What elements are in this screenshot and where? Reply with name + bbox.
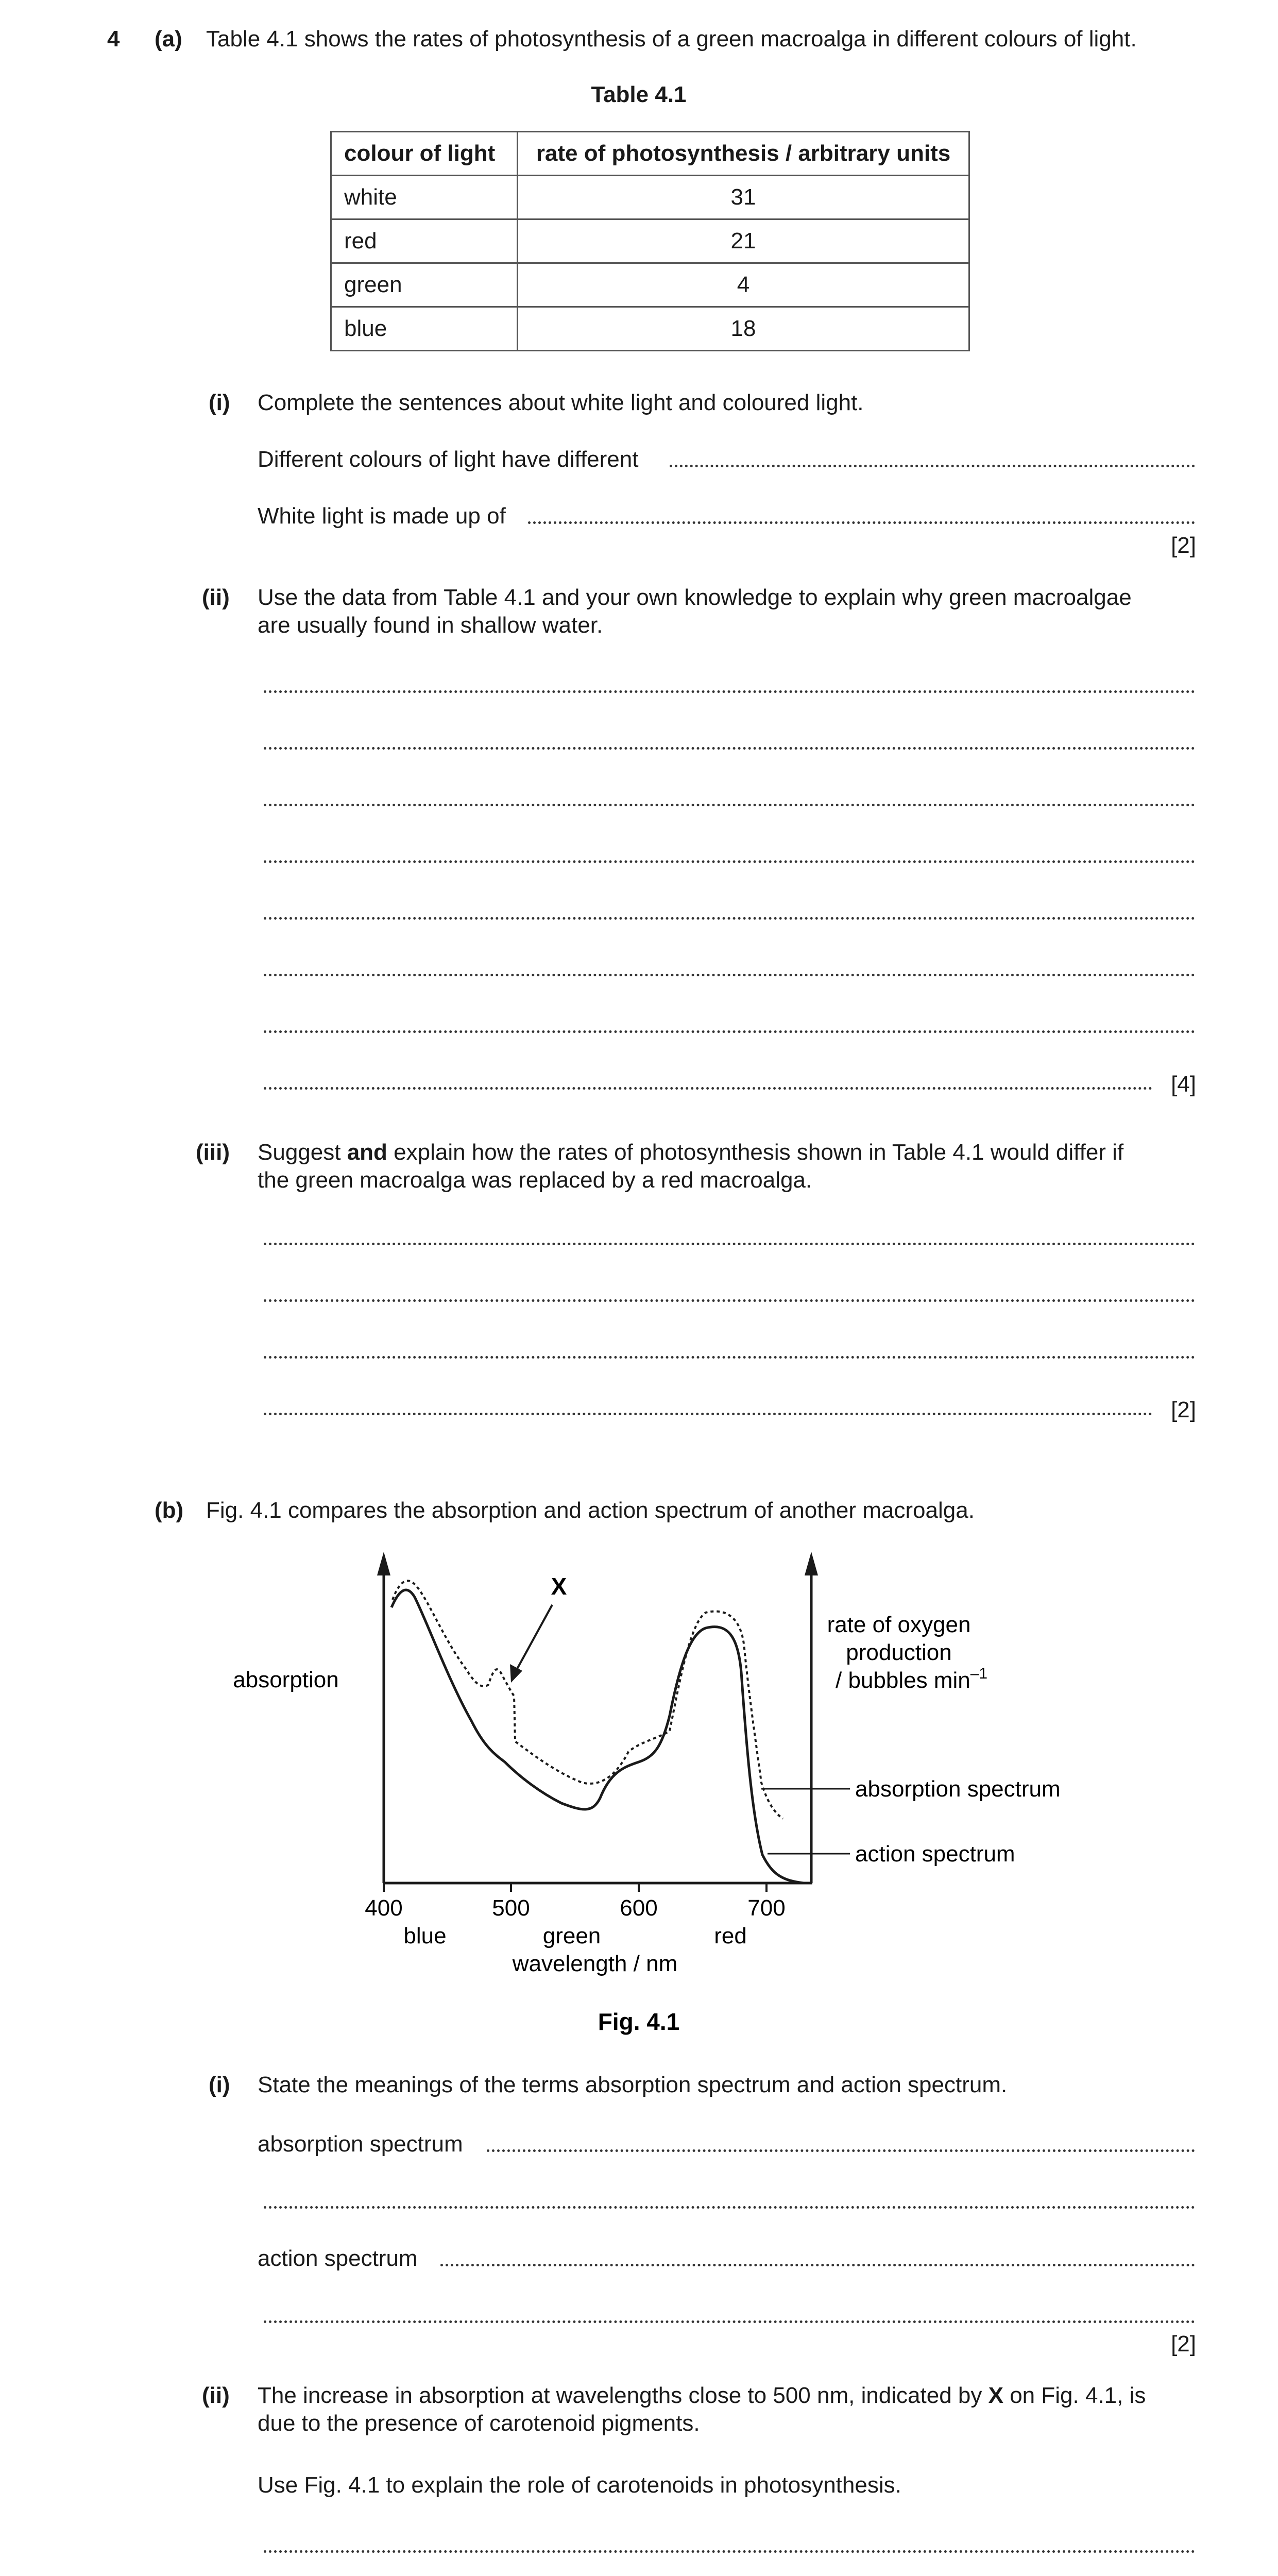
x-marker-label: X bbox=[551, 1573, 567, 1600]
part-a-ii-prompt-2: are usually found in shallow water. bbox=[258, 613, 603, 638]
prompt-text: Suggest bbox=[258, 1140, 347, 1165]
x-axis-label: wavelength / nm bbox=[512, 1951, 678, 1976]
answer-line[interactable] bbox=[264, 2550, 1195, 2553]
term-action-spectrum: action spectrum bbox=[258, 2246, 418, 2271]
part-a-i-label: (i) bbox=[209, 390, 230, 415]
part-b-label: (b) bbox=[155, 1498, 184, 1523]
part-b-ii-prompt-3: Use Fig. 4.1 to explain the role of carotenoids in photosynthesis. bbox=[258, 2472, 901, 2498]
part-a-ii-prompt-1: Use the data from Table 4.1 and your own knowledge to explain why green macroalgae bbox=[258, 585, 1132, 610]
prompt-emphasis: X bbox=[988, 2383, 1003, 2408]
right-axis-label-3 bbox=[836, 1665, 987, 1693]
sentence-2-stem: White light is made up of bbox=[258, 503, 506, 529]
x-tick-label: 500 bbox=[492, 1895, 530, 1921]
marks-a-iii: [2] bbox=[1171, 1397, 1196, 1422]
right-axis-unit-sup: –1 bbox=[970, 1665, 988, 1682]
part-b-intro: Fig. 4.1 compares the absorption and action spectrum of another macroalga. bbox=[206, 1498, 975, 1523]
table-cell-colour: red bbox=[331, 219, 518, 263]
x-colour-green: green bbox=[542, 1923, 601, 1948]
table-cell-colour: green bbox=[331, 263, 518, 307]
table-cell-rate: 4 bbox=[518, 263, 969, 307]
right-axis-label-1: rate of oxygen bbox=[827, 1612, 971, 1637]
x-marker-pointer bbox=[514, 1605, 552, 1674]
x-tick-label: 400 bbox=[365, 1895, 403, 1921]
part-a-intro: Table 4.1 shows the rates of photosynthesis of a green macroalga in different colours of light. bbox=[206, 26, 1137, 52]
term-absorption-spectrum: absorption spectrum bbox=[258, 2131, 463, 2157]
marks-b-i: [2] bbox=[1171, 2331, 1196, 2357]
answer-line[interactable] bbox=[440, 2264, 1195, 2266]
legend-absorption-spectrum: absorption spectrum bbox=[855, 1776, 1061, 1802]
right-axis-label-2: production bbox=[846, 1640, 952, 1665]
answer-line[interactable] bbox=[264, 2206, 1195, 2209]
table-header-colour: colour of light bbox=[331, 132, 518, 176]
x-colour-red: red bbox=[714, 1923, 747, 1948]
action-spectrum-curve bbox=[391, 1590, 804, 1883]
absorption-spectrum-curve bbox=[393, 1581, 783, 1819]
sentence-1-stem: Different colours of light have different bbox=[258, 447, 639, 472]
part-b-ii-label: (ii) bbox=[202, 2383, 230, 2408]
left-axis-arrow-icon bbox=[377, 1552, 390, 1575]
prompt-text: on Fig. 4.1, is bbox=[1003, 2383, 1146, 2408]
legend-action-spectrum: action spectrum bbox=[855, 1841, 1015, 1867]
x-tick-label: 600 bbox=[620, 1895, 658, 1921]
table-title: Table 4.1 bbox=[591, 82, 687, 107]
x-tick-label: 700 bbox=[747, 1895, 786, 1921]
part-a-iii-label: (iii) bbox=[196, 1140, 230, 1165]
part-b-i-label: (i) bbox=[209, 2072, 230, 2097]
part-b-ii-prompt-1 bbox=[258, 2384, 1146, 2407]
part-a-label: (a) bbox=[155, 26, 182, 52]
table-cell-rate: 18 bbox=[518, 307, 969, 351]
part-a-i-prompt: Complete the sentences about white light and coloured light. bbox=[258, 390, 864, 415]
right-axis-unit: / bubbles min bbox=[836, 1668, 970, 1693]
x-colour-blue: blue bbox=[403, 1923, 447, 1948]
table-cell-colour: blue bbox=[331, 307, 518, 351]
part-b-ii-prompt-2: due to the presence of carotenoid pigments. bbox=[258, 2411, 700, 2436]
figure-caption: Fig. 4.1 bbox=[598, 2008, 680, 2035]
marks-a-ii: [4] bbox=[1171, 1072, 1196, 1097]
prompt-text: The increase in absorption at wavelengths close to 500 nm, indicated by bbox=[258, 2383, 989, 2408]
prompt-text: explain how the rates of photosynthesis shown in Table 4.1 would differ if bbox=[387, 1140, 1124, 1165]
answer-line[interactable] bbox=[487, 2149, 1195, 2152]
x-marker-arrow-icon bbox=[510, 1664, 522, 1683]
part-a-ii-label: (ii) bbox=[202, 585, 230, 610]
question-number: 4 bbox=[107, 26, 120, 52]
table-cell-rate: 21 bbox=[518, 219, 969, 263]
right-axis-arrow-icon bbox=[805, 1552, 818, 1575]
table-header-rate: rate of photosynthesis / arbitrary units bbox=[518, 132, 969, 176]
table-cell-colour: white bbox=[331, 176, 518, 219]
left-axis-label: absorption bbox=[233, 1667, 339, 1692]
answer-line[interactable] bbox=[264, 2320, 1195, 2323]
part-a-iii-prompt-2: the green macroalga was replaced by a red macroalga. bbox=[258, 1167, 812, 1193]
prompt-emphasis: and bbox=[347, 1140, 387, 1165]
table-cell-rate: 31 bbox=[518, 176, 969, 219]
marks-a-i: [2] bbox=[1171, 533, 1196, 558]
part-b-i-prompt: State the meanings of the terms absorption spectrum and action spectrum. bbox=[258, 2072, 1008, 2097]
